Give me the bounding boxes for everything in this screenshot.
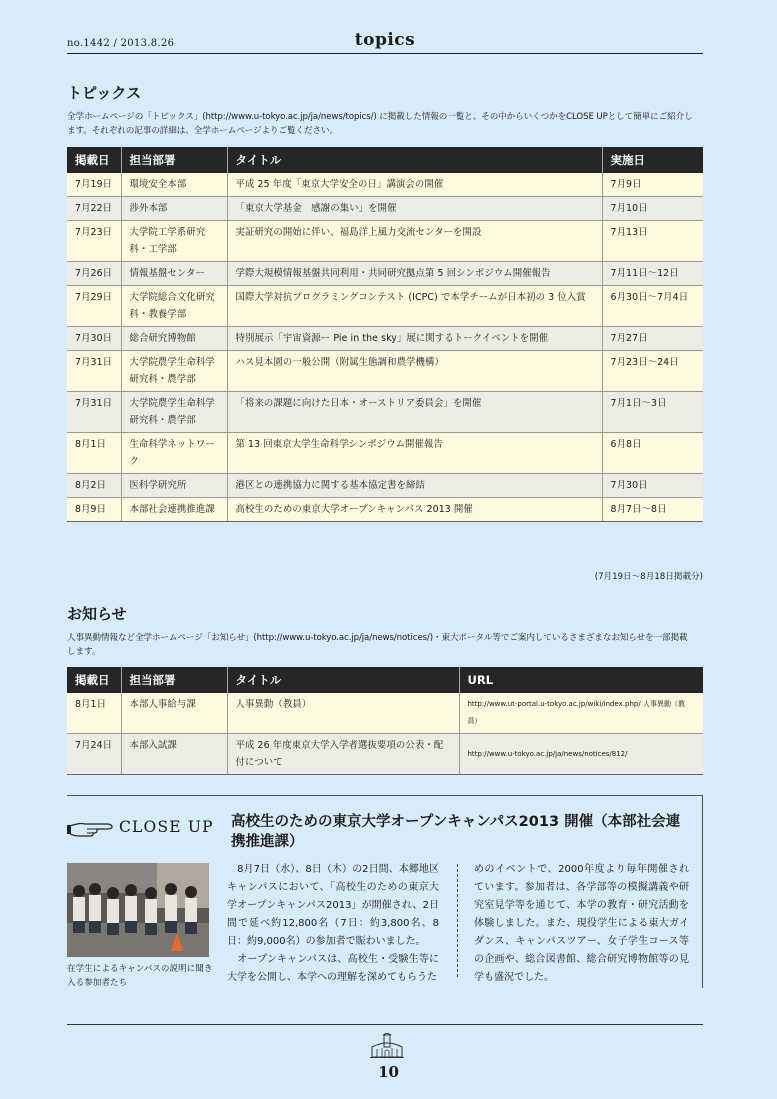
cell-held: 7月1日～3日 <box>602 392 703 433</box>
table-row <box>67 173 703 197</box>
cell-date: 8月1日 <box>67 433 121 474</box>
closeup-title: 高校生のための東京大学オープンキャンパス2013 開催（本部社会連携推進課） <box>231 814 681 850</box>
table-row <box>67 693 703 734</box>
cell-date: 8月9日 <box>67 498 121 522</box>
cell-date: 7月31日 <box>67 351 121 392</box>
cell-title: ハス見本園の一般公開（附属生態調和農学機構） <box>227 351 602 392</box>
notices-desc-line2: します。 <box>67 647 101 657</box>
table-row <box>67 327 703 351</box>
cell-dept: 大学院農学生命科学研究科・農学部 <box>121 392 227 433</box>
closeup-logo <box>67 816 227 840</box>
topics-desc-line1: 全学ホームページの「トピックス」(http://www.u-tokyo.ac.jp/ja/news/topics/) に掲載した情報の一覧と、その中からいくつかをCLOSE UPとして簡単にご紹介し <box>67 112 693 122</box>
cell-title: 平成 26 年度東京大学入学者選抜要項の公表・配付について <box>227 734 459 775</box>
cell-title: 国際大学対抗プログラミングコンテスト (ICPC) で本学チームが日本初の 3 位入賞 <box>227 286 602 327</box>
cell-dept: 大学院農学生命科学研究科・農学部 <box>121 351 227 392</box>
table-row <box>67 286 703 327</box>
cell-title: 港区との連携協力に関する基本協定書を締結 <box>227 474 602 498</box>
cell-date: 7月26日 <box>67 262 121 286</box>
cell-dept: 本部入試課 <box>121 734 227 775</box>
closeup-label: CLOSE UP <box>119 818 214 836</box>
cell-dept: 本部社会連携推進課 <box>121 498 227 522</box>
notices-description <box>67 631 703 659</box>
cell-title: 高校生のための東京大学オープンキャンパス 2013 開催 <box>227 498 602 522</box>
cell-date: 7月19日 <box>67 173 121 197</box>
cell-held: 7月23日～24日 <box>602 351 703 392</box>
cell-date: 8月2日 <box>67 474 121 498</box>
cell-date: 7月30日 <box>67 327 121 351</box>
cell-title: 学際大規模情報基盤共同利用・共同研究拠点第 5 回シンポジウム開催報告 <box>227 262 602 286</box>
table-row <box>67 392 703 433</box>
table-row <box>67 351 703 392</box>
cell-dept: 本部人事給与課 <box>121 693 227 734</box>
table-row <box>67 221 703 262</box>
cell-dept: 医科学研究所 <box>121 474 227 498</box>
table-row <box>67 734 703 775</box>
cell-held: 7月11日～12日 <box>602 262 703 286</box>
cell-url: http://www.u-tokyo.ac.jp/ja/news/notices/812/ <box>459 734 703 775</box>
closeup-body-col1 <box>227 861 439 987</box>
cell-date: 7月31日 <box>67 392 121 433</box>
topics-period: (7月19日～8月18日掲載分) <box>594 572 703 582</box>
cell-held: 6月8日 <box>602 433 703 474</box>
cell-title: 実証研究の開始に伴い、福島洋上風力交流センターを開設 <box>227 221 602 262</box>
cell-dept: 生命科学ネットワーク <box>121 433 227 474</box>
header-title: topics <box>354 30 416 50</box>
pointing-hand-icon <box>67 818 115 838</box>
cell-title: 第 13 回東京大学生命科学シンポジウム開催報告 <box>227 433 602 474</box>
col-header-url: URL <box>459 667 703 693</box>
col-header-date: 掲載日 <box>67 667 121 693</box>
cell-dept: 渉外本部 <box>121 197 227 221</box>
col-header-held: 実施日 <box>602 147 703 173</box>
closeup-text-col2: めのイベントで、2000年度より毎年開催されています。参加者は、各学部等の模擬講義や研究室見学等を通じて、本学の教育・研究活動を体験しました。また、現役学生による東大ガイダンス、キャンパスツアー、女子学生コース等の企画や、総合図書館、総合研究博物館等の見学も盛況でした。 <box>474 864 689 983</box>
cell-held: 7月27日 <box>602 327 703 351</box>
table-row <box>67 262 703 286</box>
page-header <box>67 30 703 54</box>
col-header-date: 掲載日 <box>67 147 121 173</box>
col-header-dept: 担当部署 <box>121 147 227 173</box>
issue-info: no.1442 / 2013.8.26 <box>67 38 175 49</box>
topics-description <box>67 110 703 138</box>
yasuda-auditorium-icon <box>370 1033 404 1059</box>
cell-dept: 大学院総合文化研究科・教養学部 <box>121 286 227 327</box>
cell-title: 「将来の課題に向けた日本・オーストリア委員会」を開催 <box>227 392 602 433</box>
topics-desc-line2: ます。それぞれの記事の詳細は、全学ホームページよりご覧ください。 <box>67 126 338 136</box>
cell-title: 人事異動（教員） <box>227 693 459 734</box>
col-header-title: タイトル <box>227 147 602 173</box>
footer-rule <box>67 1024 703 1025</box>
table-row <box>67 474 703 498</box>
col-header-dept: 担当部署 <box>121 667 227 693</box>
topics-table-header <box>67 147 703 173</box>
cell-held: 7月13日 <box>602 221 703 262</box>
cell-held: 8月7日～8日 <box>602 498 703 522</box>
cell-date: 7月24日 <box>67 734 121 775</box>
notices-desc-line1: 人事異動情報など全学ホームページ「お知らせ」(http://www.u-tokyo.ac.jp/ja/news/notices/)・東大ポータル等でご案内しているさまざまなお知らせを一部掲載 <box>67 633 688 643</box>
cell-title: 特別展示「宇宙資源ー Pie in the sky」展に関するトークイベントを開催 <box>227 327 602 351</box>
col-header-title: タイトル <box>227 667 459 693</box>
cell-date: 7月22日 <box>67 197 121 221</box>
closeup-section <box>67 795 703 988</box>
cell-date: 7月29日 <box>67 286 121 327</box>
topics-title: トピックス <box>67 84 142 102</box>
topics-table <box>67 147 703 522</box>
cell-url: http://www.ut-portal.u-tokyo.ac.jp/wiki/index.php/ 人事異動（教員） <box>459 693 703 734</box>
notices-table-header <box>67 667 703 693</box>
cell-held: 7月9日 <box>602 173 703 197</box>
table-row <box>67 197 703 221</box>
cell-held: 6月30日～7月4日 <box>602 286 703 327</box>
closeup-body-col2 <box>474 861 689 987</box>
cell-date: 7月23日 <box>67 221 121 262</box>
column-divider <box>457 864 458 977</box>
table-row <box>67 433 703 474</box>
closeup-text-col1: 8月7日（水）、8日（木）の2日間、本郷地区キャンパスにおいて、「高校生のための東京大学オープンキャンパス2013」が開催され、2日間で延べ約12,800名（7日：約3,800名、8日：約9,000名）の参加者で賑わいました。 オープンキャンパスは、高校生・受験生等に大学を公開し、本学への理解を深めてもらうた <box>227 864 439 983</box>
page-number: 10 <box>378 1063 399 1081</box>
closeup-caption: 在学生によるキャンパスの説明に聞き入る参加者たち <box>67 964 213 988</box>
cell-title: 「東京大学基金 感謝の集い」を開催 <box>227 197 602 221</box>
table-row <box>67 498 703 522</box>
cell-dept: 大学院工学系研究科・工学部 <box>121 221 227 262</box>
cell-dept: 総合研究博物館 <box>121 327 227 351</box>
closeup-photo <box>67 863 209 957</box>
cell-dept: 環境安全本部 <box>121 173 227 197</box>
notices-table <box>67 667 703 775</box>
cell-title: 平成 25 年度「東京大学安全の日」講演会の開催 <box>227 173 602 197</box>
cell-date: 8月1日 <box>67 693 121 734</box>
cell-held: 7月10日 <box>602 197 703 221</box>
cell-dept: 情報基盤センター <box>121 262 227 286</box>
notices-title: お知らせ <box>67 605 127 623</box>
cell-held: 7月30日 <box>602 474 703 498</box>
